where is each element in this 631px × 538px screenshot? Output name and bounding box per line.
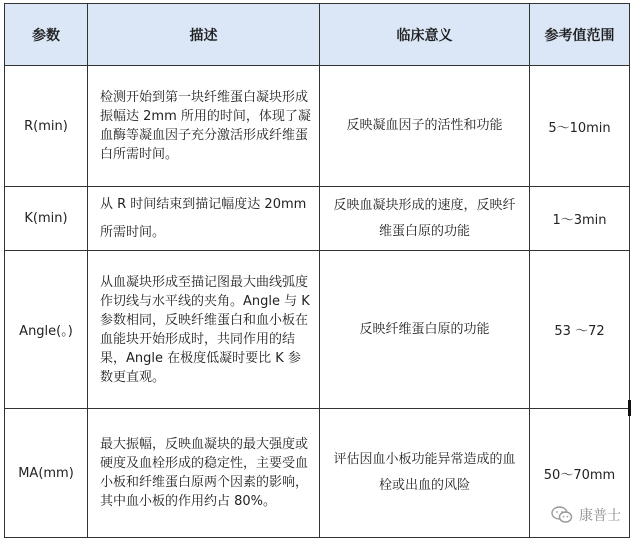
wechat-icon xyxy=(551,506,573,524)
header-param: 参数 xyxy=(5,4,88,66)
clinical-text: 反映凝血因子的活性和功能 xyxy=(346,118,503,133)
param-cell: K(min) xyxy=(5,187,88,251)
description-text: 从血凝块形成至描记图最大曲线弧度作切线与水平线的夹角。Angle 与 K 参数相同，反映纤维蛋白和血小板在血能块开始形成时，共同作用的结果，Angle 在极度低凝时要比 K 参数更直观。 xyxy=(100,274,310,385)
description-cell xyxy=(88,187,320,251)
param-cell: Angle(。) xyxy=(5,251,88,409)
header-row xyxy=(5,4,630,66)
range-cell: 5～10min xyxy=(530,66,630,187)
header-range: 参考值范围 xyxy=(530,4,630,66)
clinical-text: 反映血凝块形成的速度，反映纤维蛋白原的功能 xyxy=(333,197,516,239)
clinical-cell xyxy=(320,187,530,251)
description-text: 最大振幅，反映血凝块的最大强度或硬度及血栓形成的稳定性，主要受血小板和纤维蛋白原两个因素的影响，其中血小板的作用约占 80%。 xyxy=(100,437,309,509)
param-cell: R(min) xyxy=(5,66,88,187)
table-row xyxy=(5,251,630,409)
clinical-cell xyxy=(320,409,530,538)
range-cell: 50～70mm xyxy=(530,409,630,538)
parameters-table xyxy=(4,3,630,538)
range-cell: 53 ～72 xyxy=(530,251,630,409)
description-text: 检测开始到第一块纤维蛋白凝块形成振幅达 2mm 所用的时间，体现了凝血酶等凝血因子充分激活形成纤维蛋白所需时间。 xyxy=(100,90,311,162)
header-clinical: 临床意义 xyxy=(320,4,530,66)
clinical-cell xyxy=(320,66,530,187)
description-cell xyxy=(88,66,320,187)
param-cell: MA(mm) xyxy=(5,409,88,538)
watermark-label: 康普士 xyxy=(579,508,621,524)
clinical-cell xyxy=(320,251,530,409)
table-row xyxy=(5,409,630,538)
table-row xyxy=(5,66,630,187)
clinical-text: 评估因血小板功能异常造成的血栓或出血的风险 xyxy=(333,452,516,493)
watermark xyxy=(551,505,621,525)
clinical-text: 反映纤维蛋白原的功能 xyxy=(359,321,490,337)
description-cell xyxy=(88,409,320,538)
description-text: 从 R 时间结束到描记幅度达 20mm 所需时间。 xyxy=(100,196,307,240)
header-description: 描述 xyxy=(88,4,320,66)
range-cell: 1～3min xyxy=(530,187,630,251)
description-cell xyxy=(88,251,320,409)
table-row xyxy=(5,187,630,251)
